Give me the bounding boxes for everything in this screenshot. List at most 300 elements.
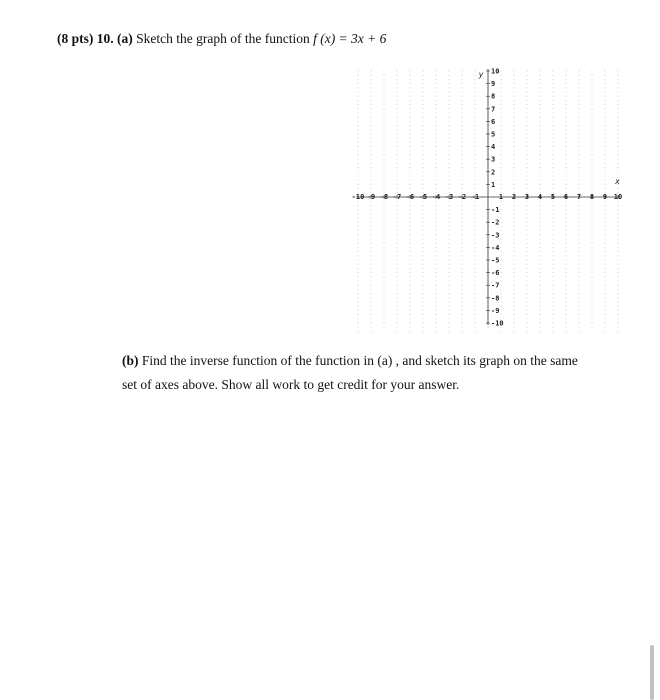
grid-dot: [540, 142, 541, 143]
grid-dot: [410, 180, 411, 181]
grid-dot: [436, 234, 437, 235]
grid-dot: [384, 302, 385, 303]
grid-dot: [397, 331, 398, 332]
grid-dot: [501, 297, 502, 298]
grid-dot: [410, 243, 411, 244]
grid-dot: [488, 331, 489, 332]
grid-dot: [501, 167, 502, 168]
grid-dot: [501, 71, 502, 72]
grid-dot: [605, 293, 606, 294]
grid-dot: [436, 230, 437, 231]
grid-dot: [410, 104, 411, 105]
grid-dot: [566, 239, 567, 240]
grid-dot: [527, 314, 528, 315]
grid-dot: [514, 255, 515, 256]
grid-dot: [618, 306, 619, 307]
grid-dot: [449, 318, 450, 319]
grid-dot: [605, 268, 606, 269]
grid-dot: [579, 167, 580, 168]
grid-dot: [410, 281, 411, 282]
grid-dot: [514, 251, 515, 252]
grid-dot: [436, 167, 437, 168]
grid-dot: [462, 239, 463, 240]
grid-dot: [371, 251, 372, 252]
grid-dot: [410, 146, 411, 147]
grid-dot: [423, 121, 424, 122]
grid-dot: [436, 289, 437, 290]
grid-dot: [436, 100, 437, 101]
grid-dot: [423, 306, 424, 307]
grid-dot: [501, 243, 502, 244]
grid-dot: [553, 218, 554, 219]
grid-dot: [618, 289, 619, 290]
x-tick-label: -9: [366, 193, 376, 201]
grid-dot: [410, 331, 411, 332]
grid-dot: [436, 268, 437, 269]
grid-dot: [501, 293, 502, 294]
grid-dot: [553, 209, 554, 210]
grid-dot: [592, 146, 593, 147]
grid-dot: [423, 71, 424, 72]
grid-dot: [449, 138, 450, 139]
grid-dot: [579, 117, 580, 118]
grid-dot: [527, 188, 528, 189]
grid-dot: [475, 289, 476, 290]
grid-dot: [449, 180, 450, 181]
grid-dot: [436, 92, 437, 93]
grid-dot: [579, 171, 580, 172]
grid-dot: [423, 117, 424, 118]
grid-dot: [371, 71, 372, 72]
grid-dot: [592, 92, 593, 93]
grid-dot: [566, 306, 567, 307]
grid-dot: [618, 297, 619, 298]
y-tick-label: -5: [491, 256, 500, 265]
grid-dot: [397, 134, 398, 135]
grid-dot: [475, 222, 476, 223]
grid-dot: [540, 155, 541, 156]
grid-dot: [371, 79, 372, 80]
grid-dot: [358, 234, 359, 235]
grid-dot: [618, 138, 619, 139]
grid-dot: [566, 285, 567, 286]
x-tick-label: -4: [431, 193, 441, 201]
grid-dot: [397, 222, 398, 223]
grid-dot: [501, 230, 502, 231]
grid-dot: [410, 113, 411, 114]
grid-dot: [592, 129, 593, 130]
grid-dot: [566, 323, 567, 324]
grid-dot: [449, 155, 450, 156]
grid-dot: [449, 213, 450, 214]
grid-dot: [371, 318, 372, 319]
grid-dot: [592, 251, 593, 252]
grid-dot: [579, 100, 580, 101]
grid-dot: [384, 243, 385, 244]
grid-dot: [462, 83, 463, 84]
grid-dot: [553, 268, 554, 269]
grid-dot: [514, 297, 515, 298]
x-tick-label: 7: [576, 193, 582, 201]
grid-dot: [449, 222, 450, 223]
grid-dot: [540, 306, 541, 307]
grid-dot: [436, 138, 437, 139]
grid-dot: [592, 171, 593, 172]
grid-dot: [462, 155, 463, 156]
grid-dot: [514, 180, 515, 181]
grid-dot: [579, 188, 580, 189]
grid-dot: [527, 104, 528, 105]
grid-dot: [358, 142, 359, 143]
grid-dot: [371, 104, 372, 105]
grid-dot: [462, 125, 463, 126]
grid-dot: [592, 167, 593, 168]
grid-dot: [358, 71, 359, 72]
grid-dot: [579, 293, 580, 294]
grid-dot: [384, 159, 385, 160]
grid-dot: [540, 180, 541, 181]
grid-dot: [462, 92, 463, 93]
grid-dot: [553, 163, 554, 164]
grid-dot: [475, 302, 476, 303]
grid-dot: [384, 323, 385, 324]
grid-dot: [449, 79, 450, 80]
grid-dot: [462, 159, 463, 160]
grid-dot: [423, 293, 424, 294]
grid-dot: [436, 188, 437, 189]
grid-dot: [566, 100, 567, 101]
grid-dot: [371, 100, 372, 101]
grid-dot: [397, 281, 398, 282]
grid-dot: [436, 180, 437, 181]
grid-dot: [553, 327, 554, 328]
grid-dot: [514, 318, 515, 319]
grid-dot: [540, 234, 541, 235]
grid-dot: [475, 138, 476, 139]
grid-dot: [514, 310, 515, 311]
grid-dot: [566, 188, 567, 189]
grid-dot: [605, 113, 606, 114]
grid-dot: [397, 268, 398, 269]
grid-dot: [501, 302, 502, 303]
grid-dot: [540, 184, 541, 185]
grid-dot: [410, 205, 411, 206]
grid-dot: [501, 239, 502, 240]
grid-dot: [540, 247, 541, 248]
grid-dot: [384, 79, 385, 80]
grid-dot: [397, 213, 398, 214]
grid-dot: [527, 289, 528, 290]
grid-dot: [410, 264, 411, 265]
grid-dot: [449, 310, 450, 311]
grid-dot: [371, 243, 372, 244]
grid-dot: [540, 75, 541, 76]
grid-dot: [501, 314, 502, 315]
grid-dot: [436, 134, 437, 135]
grid-dot: [566, 268, 567, 269]
grid-dot: [579, 234, 580, 235]
grid-dot: [579, 285, 580, 286]
grid-dot: [462, 171, 463, 172]
grid-dot: [514, 163, 515, 164]
grid-dot: [475, 272, 476, 273]
grid-dot: [592, 276, 593, 277]
grid-dot: [371, 331, 372, 332]
grid-dot: [540, 297, 541, 298]
grid-dot: [436, 218, 437, 219]
grid-dot: [423, 104, 424, 105]
grid-dot: [384, 234, 385, 235]
grid-dot: [527, 117, 528, 118]
grid-dot: [605, 318, 606, 319]
grid-dot: [553, 125, 554, 126]
grid-dot: [384, 264, 385, 265]
grid-dot: [540, 302, 541, 303]
grid-dot: [358, 146, 359, 147]
grid-dot: [384, 96, 385, 97]
grid-dot: [384, 150, 385, 151]
grid-dot: [358, 331, 359, 332]
grid-dot: [371, 260, 372, 261]
grid-dot: [514, 100, 515, 101]
grid-dot: [553, 276, 554, 277]
grid-dot: [514, 327, 515, 328]
grid-dot: [371, 176, 372, 177]
grid-dot: [592, 71, 593, 72]
grid-dot: [475, 171, 476, 172]
grid-dot: [436, 209, 437, 210]
grid-dot: [410, 142, 411, 143]
grid-dot: [462, 71, 463, 72]
grid-dot: [514, 150, 515, 151]
grid-dot: [423, 138, 424, 139]
grid-dot: [579, 230, 580, 231]
grid-dot: [566, 184, 567, 185]
grid-dot: [553, 176, 554, 177]
grid-dot: [566, 272, 567, 273]
grid-dot: [553, 285, 554, 286]
grid-dot: [579, 239, 580, 240]
grid-dot: [384, 251, 385, 252]
grid-dot: [397, 113, 398, 114]
grid-dot: [566, 83, 567, 84]
grid-dot: [397, 79, 398, 80]
grid-dot: [410, 255, 411, 256]
grid-dot: [423, 184, 424, 185]
grid-dot: [475, 163, 476, 164]
grid-dot: [410, 318, 411, 319]
grid-dot: [618, 247, 619, 248]
grid-dot: [410, 302, 411, 303]
grid-dot: [397, 285, 398, 286]
x-tick-label: -3: [444, 193, 454, 201]
grid-dot: [384, 121, 385, 122]
grid-dot: [618, 121, 619, 122]
grid-dot: [449, 159, 450, 160]
grid-dot: [423, 230, 424, 231]
grid-dot: [501, 310, 502, 311]
grid-dot: [449, 184, 450, 185]
grid-dot: [397, 276, 398, 277]
grid-dot: [449, 323, 450, 324]
grid-dot: [501, 180, 502, 181]
grid-dot: [566, 218, 567, 219]
grid-dot: [436, 276, 437, 277]
grid-dot: [384, 318, 385, 319]
grid-dot: [384, 209, 385, 210]
grid-dot: [553, 100, 554, 101]
grid-dot: [540, 146, 541, 147]
grid-dot: [501, 234, 502, 235]
grid-dot: [605, 310, 606, 311]
grid-dot: [449, 146, 450, 147]
grid-dot: [488, 327, 489, 328]
grid-dot: [514, 331, 515, 332]
grid-dot: [514, 222, 515, 223]
grid-dot: [449, 113, 450, 114]
grid-dot: [514, 226, 515, 227]
grid-dot: [618, 281, 619, 282]
grid-dot: [397, 251, 398, 252]
grid-dot: [553, 281, 554, 282]
grid-dot: [384, 71, 385, 72]
grid-dot: [579, 104, 580, 105]
y-tick-label: 9: [491, 80, 496, 89]
grid-dot: [540, 230, 541, 231]
grid-dot: [527, 331, 528, 332]
y-tick-label: -6: [491, 269, 500, 278]
grid-dot: [514, 268, 515, 269]
grid-dot: [475, 306, 476, 307]
grid-dot: [371, 209, 372, 210]
grid-dot: [462, 297, 463, 298]
grid-dot: [410, 293, 411, 294]
grid-dot: [605, 302, 606, 303]
grid-dot: [501, 79, 502, 80]
grid-dot: [423, 150, 424, 151]
grid-dot: [605, 79, 606, 80]
grid-dot: [605, 289, 606, 290]
grid-dot: [579, 184, 580, 185]
grid-dot: [410, 306, 411, 307]
grid-dot: [436, 255, 437, 256]
grid-dot: [410, 323, 411, 324]
grid-dot: [514, 71, 515, 72]
grid-dot: [358, 96, 359, 97]
grid-dot: [592, 87, 593, 88]
y-tick-label: -1: [491, 206, 500, 215]
grid-dot: [514, 323, 515, 324]
grid-dot: [410, 285, 411, 286]
grid-dot: [579, 121, 580, 122]
grid-dot: [371, 117, 372, 118]
grid-dot: [358, 104, 359, 105]
grid-dot: [592, 255, 593, 256]
grid-dot: [462, 176, 463, 177]
grid-dot: [449, 264, 450, 265]
grid-dot: [449, 104, 450, 105]
grid-dot: [397, 243, 398, 244]
grid-dot: [462, 281, 463, 282]
grid-dot: [410, 213, 411, 214]
grid-dot: [384, 134, 385, 135]
grid-dot: [436, 163, 437, 164]
grid-dot: [592, 302, 593, 303]
grid-dot: [605, 209, 606, 210]
grid-dot: [358, 205, 359, 206]
grid-dot: [358, 247, 359, 248]
grid-dot: [423, 314, 424, 315]
grid-dot: [462, 289, 463, 290]
grid-dot: [618, 129, 619, 130]
grid-dot: [423, 100, 424, 101]
grid-dot: [462, 331, 463, 332]
grid-dot: [540, 323, 541, 324]
grid-dot: [371, 108, 372, 109]
grid-dot: [462, 213, 463, 214]
grid-dot: [371, 302, 372, 303]
grid-dot: [501, 96, 502, 97]
grid-dot: [397, 297, 398, 298]
grid-dot: [410, 138, 411, 139]
y-tick-label: 4: [491, 143, 496, 152]
grid-dot: [358, 167, 359, 168]
grid-dot: [436, 205, 437, 206]
grid-dot: [462, 272, 463, 273]
grid-dot: [553, 188, 554, 189]
grid-dot: [579, 87, 580, 88]
grid-dot: [475, 293, 476, 294]
grid-dot: [592, 218, 593, 219]
grid-dot: [566, 281, 567, 282]
grid-dot: [423, 310, 424, 311]
grid-dot: [592, 281, 593, 282]
grid-dot: [462, 276, 463, 277]
grid-dot: [540, 239, 541, 240]
grid-dot: [358, 125, 359, 126]
grid-dot: [371, 159, 372, 160]
grid-dot: [553, 134, 554, 135]
grid-dot: [618, 205, 619, 206]
grid-dot: [514, 176, 515, 177]
grid-dot: [592, 318, 593, 319]
grid-dot: [475, 314, 476, 315]
grid-dot: [475, 213, 476, 214]
grid-dot: [462, 108, 463, 109]
grid-dot: [397, 92, 398, 93]
grid-dot: [475, 150, 476, 151]
grid-dot: [618, 104, 619, 105]
grid-dot: [410, 83, 411, 84]
grid-dot: [358, 108, 359, 109]
grid-dot: [436, 121, 437, 122]
grid-dot: [358, 129, 359, 130]
grid-dot: [553, 113, 554, 114]
grid-dot: [449, 75, 450, 76]
grid-dot: [475, 239, 476, 240]
grid-dot: [384, 184, 385, 185]
grid-dot: [384, 146, 385, 147]
grid-dot: [566, 129, 567, 130]
grid-dot: [423, 180, 424, 181]
scrollbar[interactable]: [650, 645, 654, 700]
grid-dot: [397, 230, 398, 231]
grid-dot: [436, 222, 437, 223]
grid-dot: [579, 314, 580, 315]
grid-dot: [475, 104, 476, 105]
grid-dot: [514, 171, 515, 172]
grid-dot: [553, 146, 554, 147]
